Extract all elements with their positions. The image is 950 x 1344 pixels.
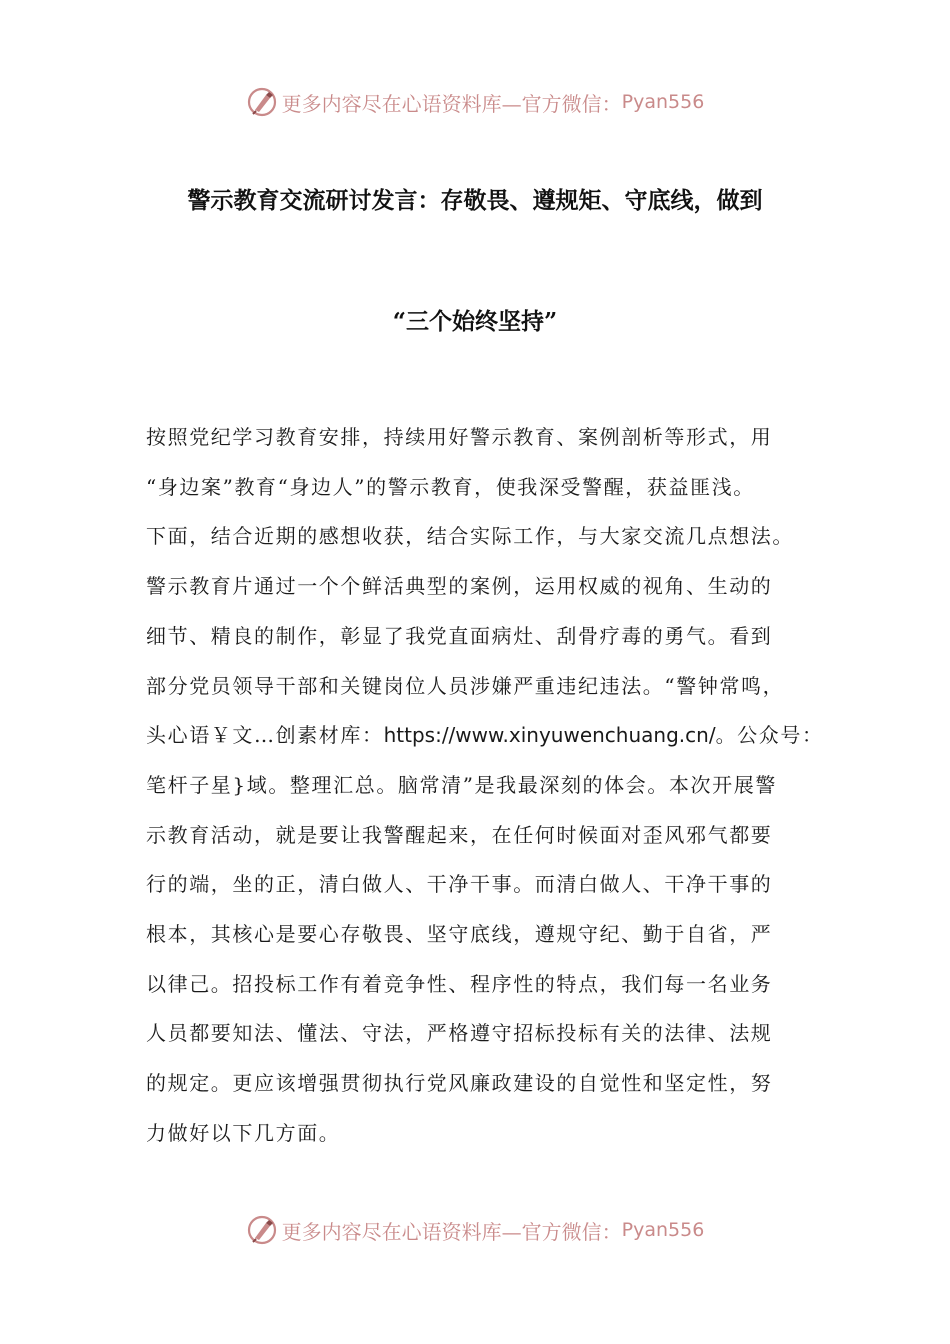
- body-line: 人员都要知法、懂法、守法，严格遵守招标投标有关的法律、法规: [146, 1021, 773, 1046]
- watermark-suffix: 。公众号：: [715, 723, 824, 748]
- banner-text: 更多内容尽在心语资料库—官方微信：: [281, 1219, 622, 1244]
- pen-nib-logo-icon: [246, 86, 278, 118]
- body-line: 警示教育片通过一个个鲜活典型的案例，运用权威的视角、生动的: [146, 574, 773, 599]
- body-paragraph: [146, 413, 824, 1159]
- body-line: 按照党纪学习教育安排，持续用好警示教育、案例剖析等形式，用: [146, 425, 773, 449]
- body-line: 部分党员领导干部和关键岗位人员涉嫌严重违纪违法。“警钟常鸣，: [146, 673, 785, 698]
- banner-wechat-id: Pyan556: [621, 1219, 705, 1241]
- body-line: 示教育活动，就是要让我警醒起来，在任何时候面对歪风邪气都要: [146, 822, 773, 847]
- watermark-url: https://www.xinyuwenchuang.cn/: [383, 723, 716, 748]
- body-line: “身边案”教育“身边人”的警示教育，使我深受警醒，获益匪浅。: [146, 474, 755, 499]
- footer-banner: [0, 1210, 950, 1250]
- body-line: 的规定。更应该增强贯彻执行党风廉政建设的自觉性和坚定性，努: [146, 1071, 773, 1096]
- banner-wechat-id: Pyan556: [621, 91, 705, 113]
- body-line: 行的端，坐的正，清白做人、干净干事。而清白做人、干净干事的: [146, 872, 773, 897]
- watermark-prefix: 头心语￥文…创素材库：: [146, 723, 384, 748]
- body-line: 笔杆子星}域。整理汇总。脑常清”是我最深刻的体会。本次开展警: [146, 772, 777, 797]
- body-line: 细节、精良的制作，彰显了我党直面病灶、刮骨疗毒的勇气。看到: [146, 623, 773, 648]
- document-title-line-2: “三个始终坚持”: [392, 308, 558, 335]
- body-line: 下面，结合近期的感想收获，结合实际工作，与大家交流几点想法。: [146, 524, 794, 549]
- body-line: 力做好以下几方面。: [146, 1120, 341, 1145]
- banner-text: 更多内容尽在心语资料库—官方微信：: [281, 91, 622, 116]
- header-banner: [0, 82, 950, 122]
- document-title-line-1: 警示教育交流研讨发言：存敬畏、遵规矩、守底线，做到: [187, 187, 763, 214]
- body-line: 根本，其核心是要心存敬畏、坚守底线，遵规守纪、勤于自省，严: [146, 922, 773, 947]
- pen-nib-logo-icon: [246, 1214, 278, 1246]
- watermark-line: [146, 711, 824, 761]
- body-line: 以律己。招投标工作有着竞争性、程序性的特点，我们每一名业务: [146, 971, 773, 996]
